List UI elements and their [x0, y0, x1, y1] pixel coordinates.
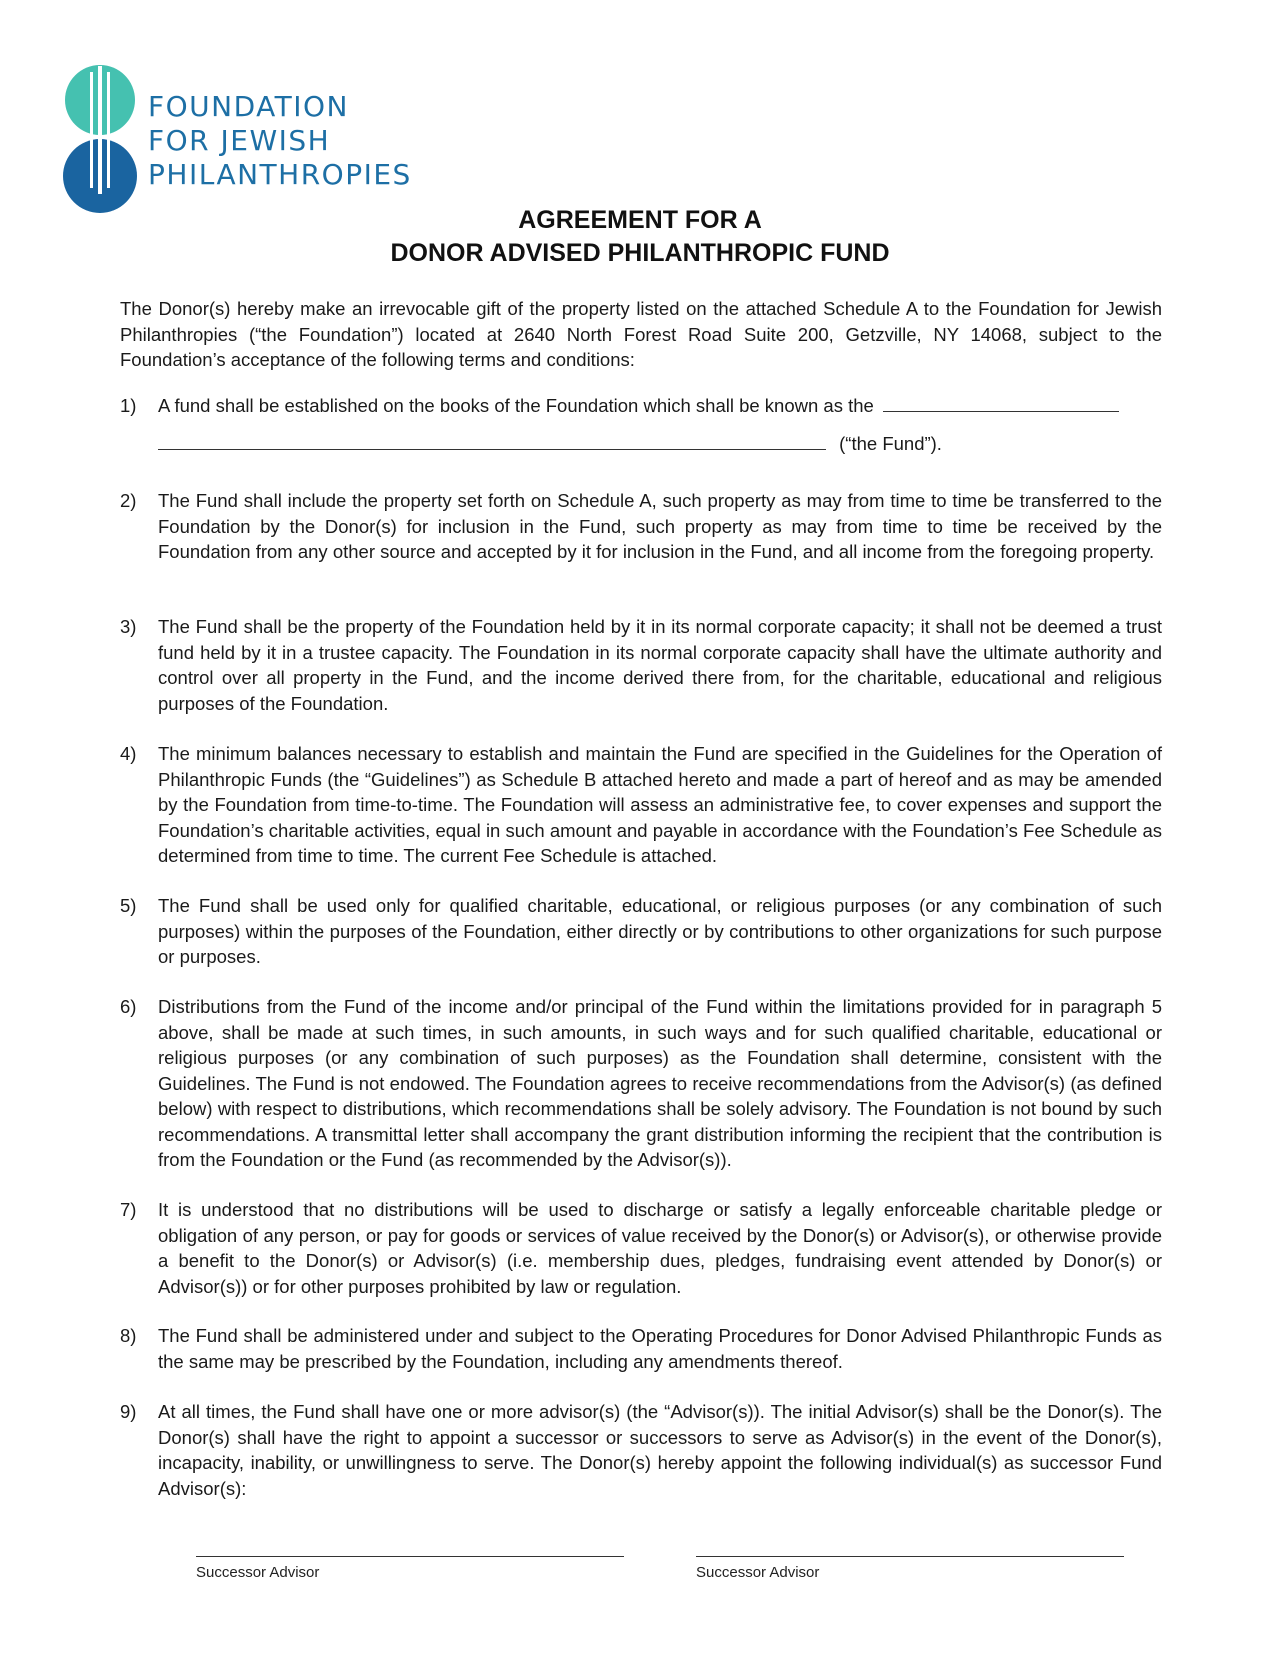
- document-title: [0, 204, 1280, 270]
- clause-number: 2): [120, 490, 137, 511]
- successor-advisor-label-left: Successor Advisor: [196, 1564, 320, 1581]
- clause-text: The Fund shall be administered under and subject to the Operating Procedures for Donor Advised Philanthropic Funds as the same may be prescribed by the Foundation, including any amendments thereof.: [158, 1325, 1162, 1372]
- fund-name-field-continued[interactable]: [158, 433, 826, 450]
- clause-5: [120, 893, 1162, 970]
- clause-9: [120, 1399, 1162, 1501]
- clause-text: The minimum balances necessary to establish and maintain the Fund are specified in the Guidelines for the Operation of Philanthropic Funds (the “Guidelines”) as Schedule B attached hereto and made a part of hereof and as may be amended by the Foundation from time-to-time. The Foundation will assess an administrative fee, to cover expenses and support the Foundation’s charitable activities, equal in such amount and payable in accordance with the Foundation’s Fee Schedule as determined from time to time. The current Fee Schedule is attached.: [158, 743, 1162, 866]
- clause-number: 5): [120, 895, 137, 916]
- clause-number: 6): [120, 996, 137, 1017]
- title-line-2: DONOR ADVISED PHILANTHROPIC FUND: [390, 239, 890, 267]
- successor-advisor-field-right[interactable]: [696, 1556, 1124, 1557]
- clause-number: 9): [120, 1401, 137, 1422]
- successor-advisor-field-left[interactable]: [196, 1556, 624, 1557]
- clause-number: 4): [120, 743, 137, 764]
- logo-line-3: PHILANTHROPIES: [148, 158, 412, 191]
- successor-advisor-label-right: Successor Advisor: [696, 1564, 820, 1581]
- clause-7: [120, 1197, 1162, 1299]
- successor-advisor-signature-right: [696, 1556, 1124, 1583]
- clause-number: 7): [120, 1199, 137, 1220]
- clause-text: A fund shall be established on the books of the Foundation which shall be known as the: [158, 395, 874, 416]
- clause-8: [120, 1323, 1162, 1374]
- clause-number: 3): [120, 616, 137, 637]
- clause-2: [120, 488, 1162, 565]
- logo-line-1: FOUNDATION: [148, 90, 349, 123]
- clause-text: The Fund shall be the property of the Foundation held by it in its normal corporate capacity; it shall not be deemed a trust fund held by it in a trustee capacity. The Foundation in its normal corporate capacity shall have the ultimate authority and control over all property in the Fund, and the income derived there from, for the charitable, educational and religious purposes of the Foundation.: [158, 616, 1162, 714]
- clause-number: 8): [120, 1325, 137, 1346]
- successor-advisor-signature-left: [196, 1556, 624, 1583]
- clause-3: [120, 614, 1162, 716]
- clause-text: Distributions from the Fund of the income and/or principal of the Fund within the limitations provided for in paragraph 5 above, shall be made at such times, in such amounts, in such ways and for such qualified charitable, educational or religious purposes (or any combination of such purposes) as the Foundation shall determine, consistent with the Guidelines. The Fund is not endowed. The Foundation agrees to receive recommendations from the Advisor(s) (as defined below) with respect to distributions, which recommendations shall be solely advisory. The Foundation is not bound by such recommendations. A transmittal letter shall accompany the grant distribution informing the recipient that the contribution is from the Foundation or the Fund (as recommended by the Advisor(s)).: [158, 996, 1162, 1170]
- clause-text: The Fund shall be used only for qualified charitable, educational, or religious purposes (or any combination of such purposes) within the purposes of the Foundation, either directly or by contributions to other organizations for such purpose or purposes.: [158, 895, 1162, 967]
- intro-paragraph: The Donor(s) hereby make an irrevocable gift of the property listed on the attached Schedule A to the Foundation for Jewish Philanthropies (“the Foundation”) located at 2640 North Forest Road Suite 200, Getzville, NY 14068, subject to the Foundation’s acceptance of the following terms and conditions:: [120, 298, 1162, 370]
- foundation-logo-mark: [62, 64, 138, 214]
- clause-4: [120, 741, 1162, 869]
- foundation-logo: [62, 64, 442, 214]
- clause-6: [120, 994, 1162, 1173]
- clause-text: The Fund shall include the property set forth on Schedule A, such property as may from time to time be transferred to the Foundation by the Donor(s) for inclusion in the Fund, such property as may from time to time be received by the Foundation from any other source and accepted by it for inclusion in the Fund, and all income from the foregoing property.: [158, 490, 1162, 562]
- clause-number: 1): [120, 395, 137, 416]
- clause-text: At all times, the Fund shall have one or more advisor(s) (the “Advisor(s)). The initial Advisor(s) shall be the Donor(s). The Donor(s) shall have the right to appoint a successor or successors to serve as Advisor(s) in the event of the Donor(s), incapacity, inability, or unwillingness to serve. The Donor(s) hereby appoint the following individual(s) as successor Fund Advisor(s):: [158, 1401, 1162, 1499]
- clause-1: [120, 393, 1162, 454]
- clause-text: It is understood that no distributions will be used to discharge or satisfy a legally enforceable charitable pledge or obligation of any person, or pay for goods or services of value received by the Donor(s) or Advisor(s), or otherwise provide a benefit to the Donor(s) or Advisor(s) (i.e. membership dues, pledges, fundraising event attended by Donor(s) or Advisor(s)) or for other purposes prohibited by law or regulation.: [158, 1199, 1162, 1297]
- foundation-logo-text: [148, 90, 412, 192]
- clause-suffix: (“the Fund”).: [839, 433, 942, 454]
- title-line-1: AGREEMENT FOR A: [518, 206, 762, 234]
- logo-line-2: FOR JEWISH: [148, 124, 331, 157]
- fund-name-field[interactable]: [883, 395, 1119, 412]
